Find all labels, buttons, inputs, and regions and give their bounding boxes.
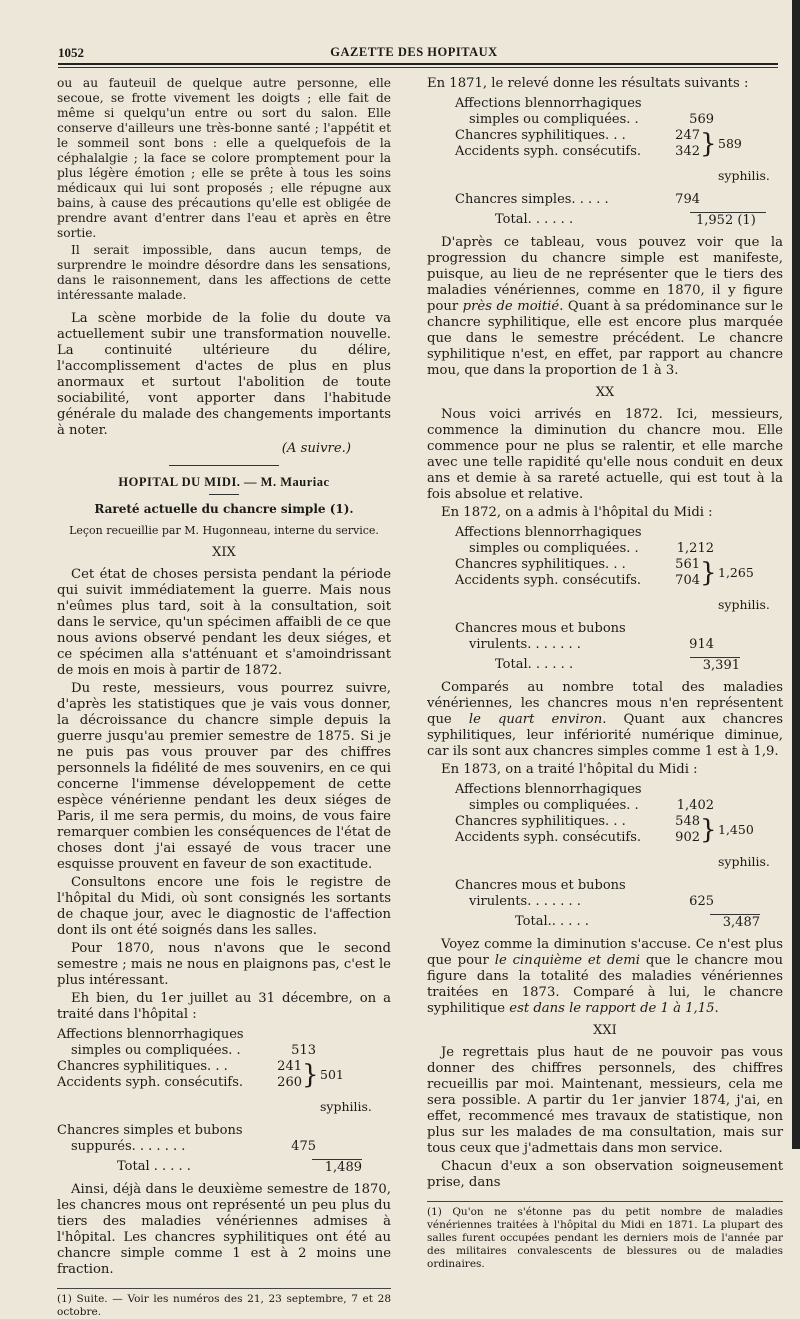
emphasis: le cinquième et demi [494,953,640,968]
footnote-rule [57,1288,391,1289]
footnote: (1) Suite. — Voir les numéros des 21, 23 septembre, 7 et 28 octobre. [57,1293,391,1318]
table-row-label: Chancres syphilitiques. . . [455,557,626,572]
table-total-label: Total. . . . . . [495,212,574,227]
table-total: 3,391 [690,657,740,674]
table-row-label: Affections blennorrhagiques [455,525,642,540]
paragraph: Nous voici arrivés en 1872. Ici, messieurs, commence la diminution du chancre mou. Elle commence pour ne plus se ralentir, et elle marche avec une telle rapidité qu'elle nous conduit en deux ans et demie à sa rareté actuelle, qui est tout à la fois absolue et relative. [427,407,783,502]
footnote: (1) Qu'on ne s'étonne pas du petit nombre de maladies vénériennes traitées à l'hôpital du Midi en 1871. La plupart des salles furent occupées pendant les derniers mois de l'année par des militaires convalescents de blessures ou de maladies ordinaires. [427,1206,783,1270]
text-run: . Quant à sa prédominance sur le chancre syphilitique, elle est encore plus marquée que dans le semestre précédent. Le chancre syphilitique n'est, en effet, par rapport au chancre mou, que dans la proportion de 1 à 3. [427,299,784,378]
table-total: 3,487 [710,914,760,931]
table-row-label: Chancres simples et bubons [57,1123,243,1138]
section-separator [169,465,279,466]
header-rule [58,63,778,65]
stats-table-1870 [57,1027,391,1176]
table-total-label: Total . . . . . [117,1159,191,1174]
table-row-label: Accidents syph. consécutifs. [455,830,641,845]
table-value: 569 [689,112,714,127]
right-column [427,76,783,1271]
table-row-label: Accidents syph. consécutifs. [455,144,641,159]
table-row-label: Affections blennorrhagiques [455,782,642,797]
table-total-label: Total.. . . . . [515,914,589,929]
paragraph: La scène morbide de la folie du doute va actuellement subir une transformation nouvelle. La continuité ultérieure du délire, l'accomplissement d'actes de plus en plus anormaux et surtout l'abolition de toute sociabilité, vont apporter dans l'habitude générale du malade des changements importants à noter. [57,311,391,438]
table-value: 342 [675,144,700,159]
table-value: 260 [277,1075,302,1090]
brace: } [302,1060,319,1090]
table-row-label: Accidents syph. consécutifs. [57,1075,243,1090]
text-run: Voyez comme la diminution s'accuse. Ce n'est plus que pour [427,937,783,968]
table-subtotal: 501 syphilis. [320,1067,372,1114]
table-value: 513 [291,1043,316,1058]
stats-table-1871 [427,96,783,229]
page-number: 1052 [58,45,84,60]
table-row-label: Chancres syphilitiques. . . [57,1059,228,1074]
article-title: Rareté actuelle du chancre simple (1). [94,502,354,516]
paragraph: En 1873, on a traité l'hôpital du Midi : [441,762,698,777]
table-row-label: simples ou compliquées. . [469,112,639,127]
paragraph: Je regrettais plus haut de ne pouvoir pas vous donner des chiffres personnels, des chiffres recueillis par moi. Maintenant, messieurs, cela me sera possible. A partir du 1er janvier 1874, j'ai, en effet, recommencé mes travaux de statistique, non plus sur les malades de ma consultation, mais sur tous ceux que j'admettais dans mon service. [427,1045,783,1156]
table-row-label: Chancres mous et bubons [455,621,626,636]
paragraph: Cet état de choses persista pendant la période qui suivit immédiatement la guerre. Mais nous n'eûmes plus tard, soit à la consultation, soit dans le service, qu'un spécimen affaibli de ce que nous avions observé pendant les deux siéges, et ce spécimen alla s'atténuant et s'amoindrissant de mois en mois à partir de 1872. [57,567,391,678]
table-value: 475 [291,1139,316,1154]
text-run: . [714,1001,719,1016]
table-value: 794 [675,192,700,207]
to-be-continued: (A suivre.) [281,441,351,456]
short-separator [209,494,239,495]
brace: } [700,129,717,159]
table-row-label: simples ou compliquées. . [71,1043,241,1058]
paragraph: En 1872, on a admis à l'hôpital du Midi : [441,505,713,520]
stats-table-1873 [427,782,783,931]
paragraph: ou au fauteuil de quelque autre personne, elle secoue, se frotte vivement les doigts ; elle fait de même si quelqu'un entre ou sort du salon. Elle conserve d'ailleurs une très-bonne santé ; l'appétit et le sommeil sont bons : elle a quelquefois de la céphalalgie ; la face se colore promptement pour la plus légère émotion ; elle se prête à tous les soins médicaux qui lui sont proposés ; elle répugne aux bains, à cause des précautions qu'elle est obligée de prendre avant d'entrer dans l'eau et après en être sortie. [57,76,391,240]
text-run: D'après ce tableau, vous pouvez voir que la progression du chancre simple est manifeste, puisque, au lieu de ne représenter que le tiers des maladies vénériennes, comme en 1870, il y figure pour [427,235,783,314]
table-row-label: virulents. . . . . . . [469,894,581,909]
brace: } [700,558,717,588]
table-row-label: Accidents syph. consécutifs. [455,573,641,588]
table-subtotal: 1,450 syphilis. [718,822,770,869]
table-row-label: simples ou compliquées. . [469,541,639,556]
paragraph [427,235,783,379]
chapter-number: XX [595,385,615,400]
table-value: 561 [675,557,700,572]
table-total-label: Total. . . . . . [495,657,574,672]
table-row-label: Affections blennorrhagiques [455,96,642,111]
table-row-label: Chancres syphilitiques. . . [455,128,626,143]
page-edge [792,0,800,1149]
paragraph: Du reste, messieurs, vous pourrez suivre, d'après les statistiques que je vais vous donner, la décroissance du chancre simple depuis la guerre jusqu'au premier semestre de 1875. Si je ne puis pas vous prouver par des chiffres personnels la fidélité de mes souvenirs, en ce qui concerne l'immense développement de cette espèce vénérienne pendant les deux siéges de Paris, il me sera permis, du moins, de vous faire remarquer combien les conséquences de l'état de choses dont j'ai essayé de vous tracer une esquisse prouvent en faveur de son exactitude. [57,681,391,872]
table-value: 247 [675,128,700,143]
table-total: 1,952 (1) [690,212,766,229]
text-run: Comparés au nombre total des maladies vénériennes, les chancres mous n'en représentent que [427,680,783,727]
table-subtotal: 1,265 syphilis. [718,565,770,612]
paragraph: En 1871, le relevé donne les résultats suivants : [427,76,749,91]
chapter-number: XIX [212,545,236,560]
chapter-number: XXI [593,1023,617,1038]
table-total: 1,489 [312,1159,362,1176]
paragraph: Consultons encore une fois le registre de l'hôpital du Midi, où sont consignés les sortants de chaque jour, avec le diagnostic de l'affection dont ils ont été soignés dans les salles. [57,875,391,938]
emphasis: le quart environ [468,712,603,727]
paragraph: Eh bien, du 1er juillet au 31 décembre, on a traité dans l'hôpital : [57,991,391,1022]
table-row-label: suppurés. . . . . . . [71,1139,186,1154]
table-value: 902 [675,830,700,845]
stats-table-1872 [427,525,783,674]
brace: } [700,815,717,845]
paragraph [427,937,783,1017]
table-row-label: Chancres syphilitiques. . . [455,814,626,829]
table-value: 1,212 [676,541,714,556]
table-subtotal: 589 syphilis. [718,136,770,183]
table-value: 625 [689,894,714,909]
text-run: que le chancre mou figure dans la totalité des maladies vénériennes traitées en 1873. Comparé à lui, le chancre syphilitique [427,953,783,1016]
page-header [58,41,770,65]
text-run: . Quant aux chancres syphilitiques, leur infériorité numérique diminue, car ils sont aux chancres simples comme 1 est à 1,9. [427,712,783,759]
table-value: 1,402 [676,798,714,813]
table-value: 704 [675,573,700,588]
emphasis: est dans le rapport de 1 à 1,15 [509,1001,715,1016]
paragraph: Pour 1870, nous n'avons que le second semestre ; mais ne nous en plaignons pas, c'est le plus intéressant. [57,941,391,988]
left-column [57,76,391,1319]
table-row-label: Chancres simples. . . . . [455,192,609,207]
lecture-credit: Leçon recueillie par M. Hugonneau, interne du service. [69,524,379,537]
journal-title: GAZETTE DES HOPITAUX [330,45,498,59]
table-row-label: virulents. . . . . . . [469,637,581,652]
table-row-label: Affections blennorrhagiques [57,1027,244,1042]
table-value: 914 [689,637,714,652]
emphasis: près de moitié [462,299,560,314]
table-row-label: simples ou compliquées. . [469,798,639,813]
footnote-rule [427,1201,783,1202]
paragraph: Chacun d'eux a son observation soigneusement prise, dans [427,1159,783,1190]
table-value: 548 [675,814,700,829]
paragraph [427,680,783,760]
paragraph: Il serait impossible, dans aucun temps, de surprendre le moindre désordre dans les sensations, dans le raisonnement, dans les affections de cette intéressante malade. [57,243,391,302]
section-title: HOPITAL DU MIDI. — M. Mauriac [118,475,330,489]
header-rule-thin [58,67,778,68]
table-value: 241 [277,1059,302,1074]
paragraph: Ainsi, déjà dans le deuxième semestre de 1870, les chancres mous ont représenté un peu plus du tiers des maladies vénériennes admises à l'hôpital. Les chancres syphilitiques ont été au chancre simple comme 1 est à 2 moins une fraction. [57,1182,391,1277]
table-row-label: Chancres mous et bubons [455,878,626,893]
